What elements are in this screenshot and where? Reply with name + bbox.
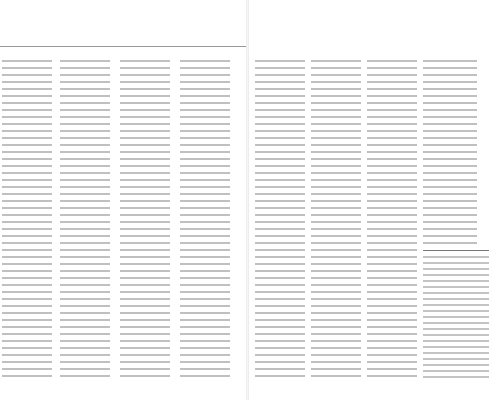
footnotes-rule [423,250,489,251]
right-text-column-3 [367,60,417,378]
left-page [0,0,246,400]
left-text-column-4-lines [180,60,230,378]
header-rule [0,46,246,47]
left-text-column-4 [180,60,230,378]
right-text-column-3-lines [367,60,417,378]
footnotes [423,250,489,378]
left-text-column-2-lines [60,60,110,378]
right-text-column-2-lines [311,60,361,378]
right-page [249,0,495,400]
left-text-column-1 [2,60,52,378]
footnotes-lines [423,256,489,378]
left-text-column-1-lines [2,60,52,378]
left-text-column-3 [120,60,170,378]
right-text-column-2 [311,60,361,378]
left-text-column-3-lines [120,60,170,378]
left-text-column-2 [60,60,110,378]
right-text-column-1 [255,60,305,378]
right-text-column-4-lines [423,60,477,245]
right-text-column-1-lines [255,60,305,378]
article-header [0,2,246,54]
